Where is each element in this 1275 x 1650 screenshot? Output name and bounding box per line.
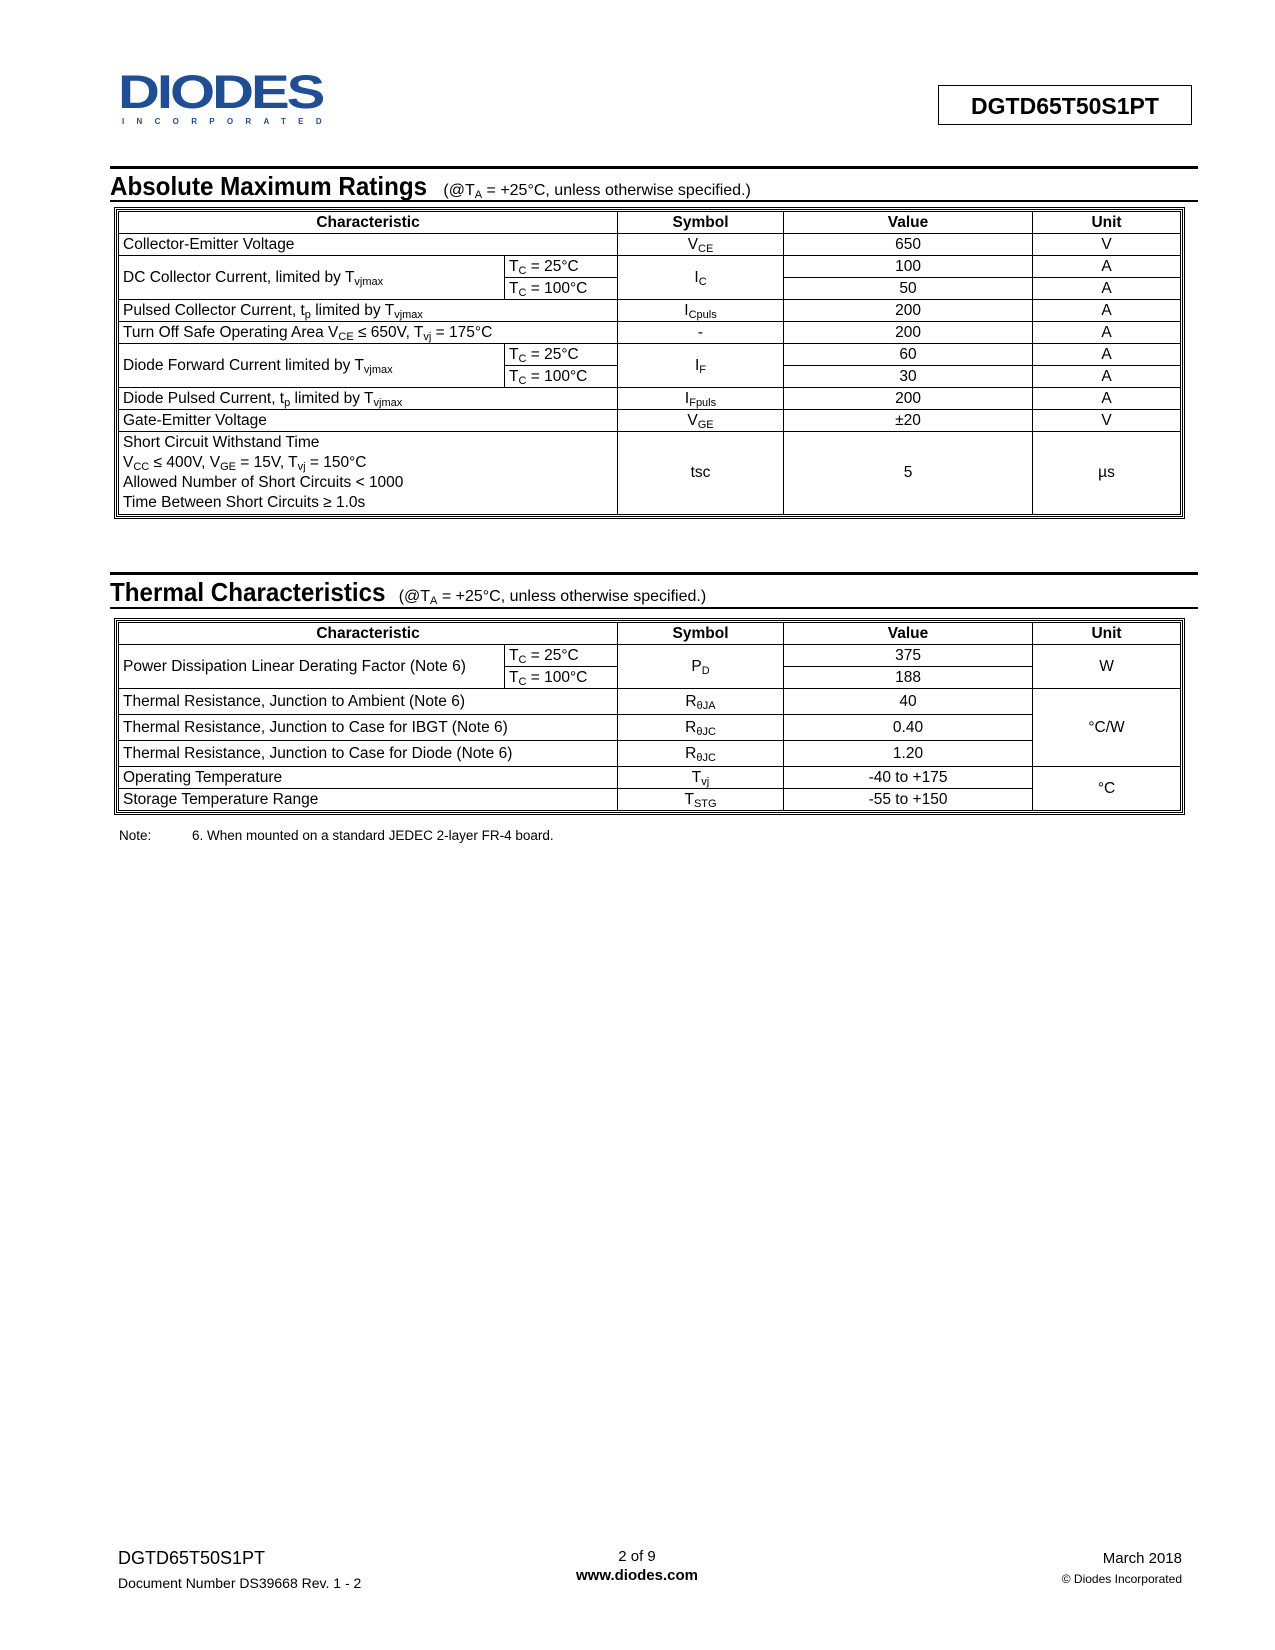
cell-value: 375 [784,645,1033,667]
cell-symbol: $I_C$ [618,256,784,300]
cell-unit: °C [1033,767,1181,811]
cell-value: 200 [784,300,1033,322]
cell-value: 200 [784,322,1033,344]
cell-value: 60 [784,344,1033,366]
note-text: 6. When mounted on a standard JEDEC 2-layer FR-4 board. [192,828,554,843]
cell-unit: °C/W [1033,689,1181,767]
diodes-logo [118,65,348,132]
tsc-line: Short Circuit Withstand Time [123,434,320,451]
logo-wordmark: DIODES [118,65,323,119]
cell-unit: µs [1033,432,1181,515]
table-row [119,410,1181,432]
cell-symbol: $I_{Cpuls}$ [618,300,784,322]
cell-characteristic: Operating Temperature [119,767,618,789]
cell-symbol: $V_{CE}$ [618,234,784,256]
cell-symbol: $I_{Fpuls}$ [618,388,784,410]
cell-characteristic: Storage Temperature Range [119,789,618,811]
header-unit: Unit [1033,212,1181,234]
table-row [119,741,1181,767]
table-row [119,256,1181,278]
cell-condition: $T_C = 25^\circ C$ [505,344,618,366]
header-symbol: Symbol [618,212,784,234]
cell-characteristic: Pulsed Collector Current, $t_p$ limited by $T_{vjmax}$ [119,300,618,322]
cell-characteristic: Gate-Emitter Voltage [119,410,618,432]
cell-value: 40 [784,689,1033,715]
section-rule-top [110,166,1198,169]
cell-value: -40 to +175 [784,767,1033,789]
cell-condition: $T_C = 100^\circ C$ [505,366,618,388]
cell-symbol: $T_{STG}$ [618,789,784,811]
cell-symbol: $T_{vj}$ [618,767,784,789]
table-row [119,432,1181,515]
cell-value: -55 to +150 [784,789,1033,811]
table-row [119,645,1181,667]
cell-unit: A [1033,278,1181,300]
amr-table [118,211,1181,515]
cell-condition: $T_C = 25^\circ C$ [505,256,618,278]
table-header-row [119,212,1181,234]
header-value: Value [784,623,1033,645]
cell-unit: V [1033,234,1181,256]
amr-condition: ($@T_A = +25^\circ C$, unless otherwise specified.) [443,182,751,201]
cell-characteristic: Thermal Resistance, Junction to Case for Diode (Note 6) [119,741,618,767]
cell-value: 50 [784,278,1033,300]
cell-characteristic: Diode Pulsed Current, $t_p$ limited by $T_{vjmax}$ [119,388,618,410]
cell-symbol: $I_F$ [618,344,784,388]
amr-section-title [110,171,751,202]
amr-title: Absolute Maximum Ratings [110,171,428,201]
note [119,828,554,843]
cell-characteristic: Thermal Resistance, Junction to Case for IBGT (Note 6) [119,715,618,741]
footer-doc-number: Document Number DS39668 Rev. 1 - 2 [118,1575,362,1591]
table-row [119,300,1181,322]
cell-value: 200 [784,388,1033,410]
thermal-title: Thermal Characteristics [110,577,386,607]
section-rule-top [110,572,1198,575]
cell-characteristic: DC Collector Current, limited by $T_{vjmax}$ [119,256,505,300]
table-row [119,789,1181,811]
table-row [119,767,1181,789]
cell-condition: $T_C = 100^\circ C$ [505,667,618,689]
thermal-table [118,622,1181,811]
cell-characteristic: Diode Forward Current limited by $T_{vjmax}$ [119,344,505,388]
cell-unit: A [1033,322,1181,344]
cell-symbol: $R_{\theta JA}$ [618,689,784,715]
cell-unit: A [1033,300,1181,322]
thermal-condition: ($@T_A = +25^\circ C$, unless otherwise specified.) [398,588,707,607]
part-number-box: DGTD65T50S1PT [938,85,1192,125]
cell-symbol: $R_{\theta JC}$ [618,741,784,767]
cell-condition: $T_C = 100^\circ C$ [505,278,618,300]
cell-symbol: $P_D$ [618,645,784,689]
cell-characteristic: Turn Off Safe Operating Area $V_{CE} \le 650V$, $T_{vj} = 175^\circ C$ [119,322,618,344]
table-row [119,388,1181,410]
cell-symbol: $V_{GE}$ [618,410,784,432]
cell-unit: W [1033,645,1181,689]
thermal-section-title [110,577,706,608]
header-characteristic: Characteristic [119,623,618,645]
cell-unit: A [1033,344,1181,366]
cell-unit: A [1033,388,1181,410]
cell-value: 100 [784,256,1033,278]
cell-symbol: $R_{\theta JC}$ [618,715,784,741]
header-value: Value [784,212,1033,234]
table-row [119,322,1181,344]
footer-copyright: © Diodes Incorporated [1061,1572,1182,1586]
table-row [119,234,1181,256]
note-label: Note: [119,828,152,843]
cell-value: 5 [784,432,1033,515]
cell-unit: A [1033,256,1181,278]
header-characteristic: Characteristic [119,212,618,234]
table-row [119,715,1181,741]
cell-value: ±20 [784,410,1033,432]
cell-value: 188 [784,667,1033,689]
tsc-line: Time Between Short Circuits ≥ 1.0s [123,494,366,511]
section-rule-bottom [110,607,1198,609]
table-header-row [119,623,1181,645]
cell-unit: A [1033,366,1181,388]
cell-condition: $T_C = 25^\circ C$ [505,645,618,667]
cell-value: 0.40 [784,715,1033,741]
footer-website-link[interactable]: www.diodes.com [576,1567,698,1584]
cell-characteristic: Thermal Resistance, Junction to Ambient (Note 6) [119,689,618,715]
tsc-line: $V_{CC} \le 400V$, $V_{GE} = 15V$, $T_{vj} = 150^\circ C$ [123,454,367,473]
header-symbol: Symbol [618,623,784,645]
logo-subtext: INCORPORATED [122,117,334,126]
cell-unit: V [1033,410,1181,432]
table-row [119,344,1181,366]
cell-symbol: tsc [618,432,784,515]
footer-date: March 2018 [1102,1550,1182,1567]
footer-page-number: 2 of 9 [618,1548,656,1565]
tsc-line: Allowed Number of Short Circuits < 1000 [123,474,404,491]
cell-characteristic: Collector-Emitter Voltage [119,234,618,256]
header-unit: Unit [1033,623,1181,645]
cell-characteristic [119,432,618,515]
table-row [119,689,1181,715]
section-rule-bottom [110,200,1198,202]
cell-characteristic: Power Dissipation Linear Derating Factor (Note 6) [119,645,505,689]
footer-part-number: DGTD65T50S1PT [118,1548,266,1568]
cell-value: 30 [784,366,1033,388]
cell-symbol: - [618,322,784,344]
cell-value: 650 [784,234,1033,256]
cell-value: 1.20 [784,741,1033,767]
